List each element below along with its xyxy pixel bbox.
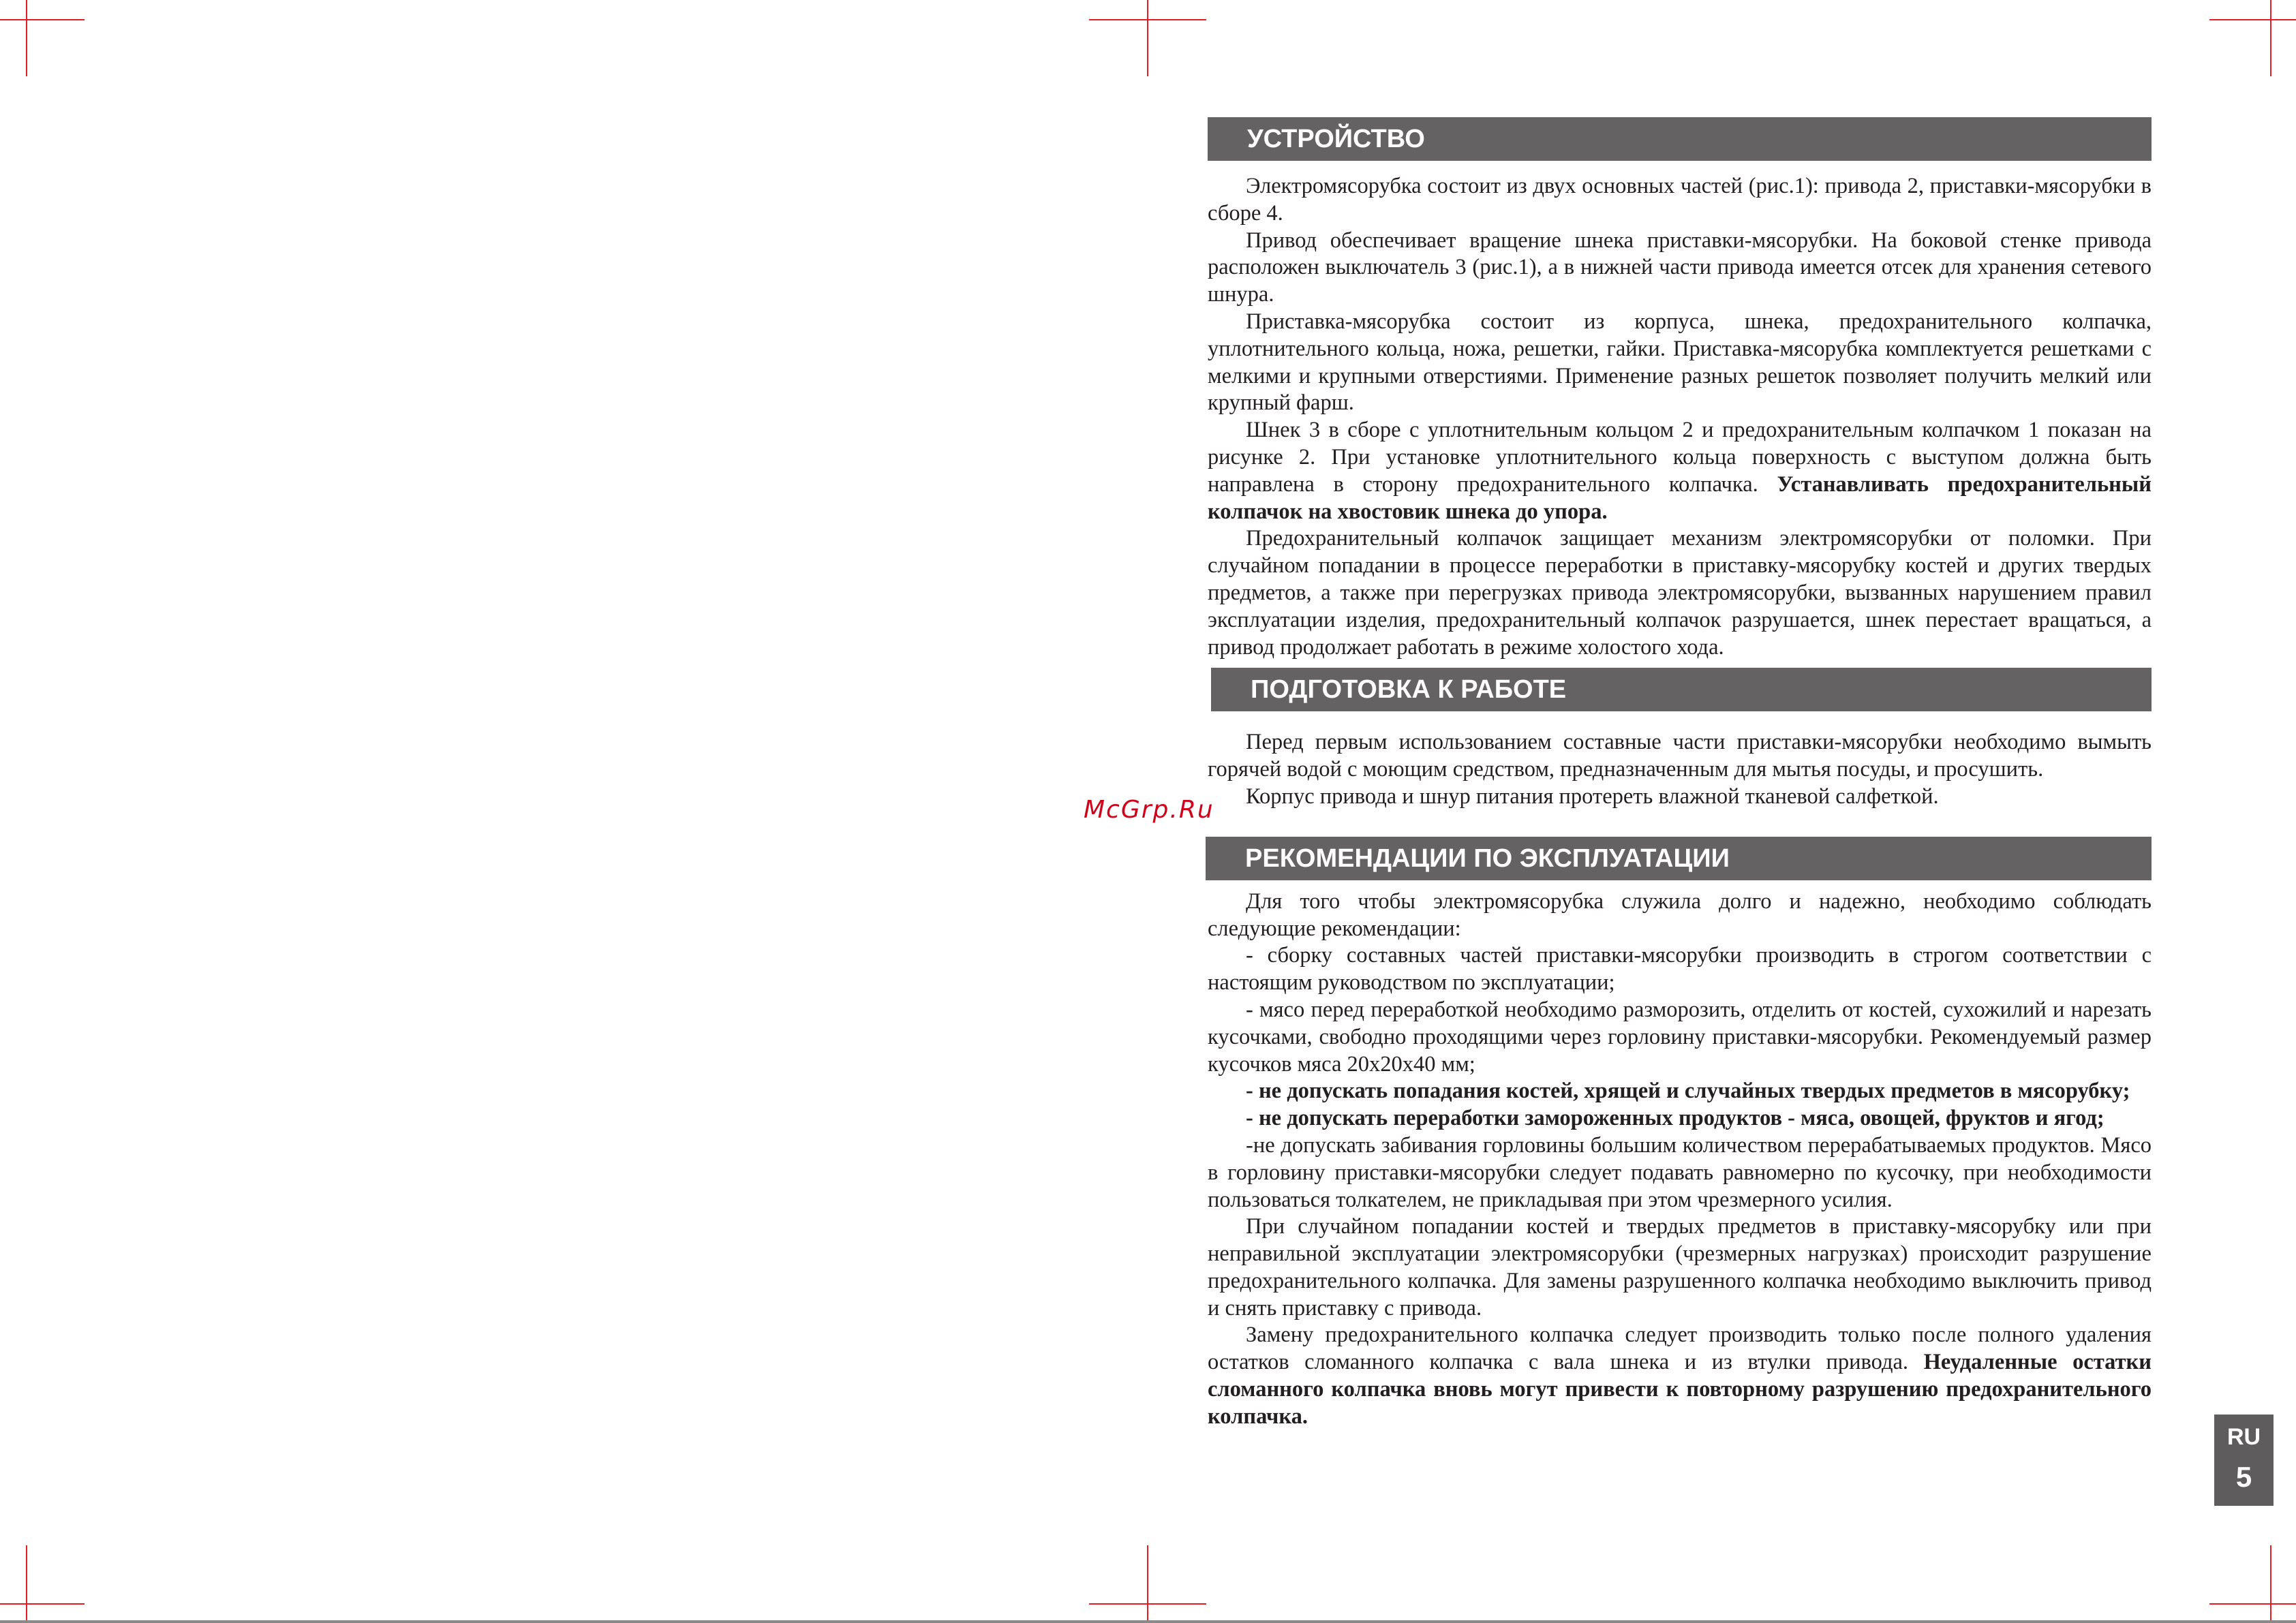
page-number: 5 — [2235, 1461, 2252, 1493]
watermark: McGrp.Ru — [1084, 796, 1214, 824]
paragraph-bold: - не допускать переработки замороженных продуктов - мяса, овощей, фруктов и ягод; — [1246, 1106, 2104, 1131]
paragraph: Приставка-мясорубка состоит из корпуса, шнека, предохранительного колпачка, уплотнительного кольца, ножа, решетки, гайки. Приставка-мясорубка комплектуется решетками с мелкими и крупными отверстиями. Применение разных решеток позволяет получить мелкий или крупный фарш. — [1208, 309, 2152, 416]
paragraph-bold-text: Устанавливать предохранительный колпачок на хвостовик шнека до упора. — [1208, 472, 2152, 524]
section-header-recommendations: РЕКОМЕНДАЦИИ ПО ЭКСПЛУАТАЦИИ — [1206, 837, 2152, 880]
manual-page-content — [1208, 117, 2152, 1431]
crop-mark-top-right-v — [2270, 0, 2271, 76]
paragraph: Корпус привода и шнур питания протереть влажной тканевой салфеткой. — [1246, 784, 1939, 809]
paragraph: Перед первым использованием составные части приставки-мясорубки необходимо вымыть горячей водой с моющим средством, предназначенным для мытья посуды, и просушить. — [1208, 730, 2152, 782]
paragraph-text: Замену предохранительного колпачка следует производить только после полного удаления остатков сломанного колпачка с вала шнека и из втулки привода. — [1208, 1323, 2152, 1375]
crop-mark-bottom-center-v — [1147, 1545, 1148, 1623]
section-header-device: УСТРОЙСТВО — [1208, 117, 2152, 161]
paragraph: При случайном попадании костей и твердых предметов в приставку-мясорубку или при неправильной эксплуатации электромясорубки (чрезмерных нагрузках) происходит разрушение предохранительного колпачка. Для замены разрушенного колпачка необходимо выключить привод и снять приставку с привода. — [1208, 1214, 2152, 1320]
paragraph: Предохранительный колпачок защищает механизм электромясорубки от поломки. При случайном попадании в процессе переработки в приставку-мясорубку костей и других твердых предметов, а также при перегрузках привода электромясорубки, вызванных нарушением правил эксплуатации изделия, предохранительный колпачок разрушается, шнек перестает вращаться, а привод продолжает работать в режиме холостого хода. — [1208, 526, 2152, 660]
paragraph-bold: - не допускать попадания костей, хрящей и случайных твердых предметов в мясорубку; — [1246, 1079, 2130, 1104]
crop-mark-top-left-h — [0, 19, 85, 20]
paragraph: Электромясорубка состоит из двух основных частей (рис.1): привода 2, приставки-мясорубки в сборе 4. — [1208, 174, 2152, 226]
paragraph: Привод обеспечивает вращение шнека приставки-мясорубки. На боковой стенке привода расположен выключатель 3 (рис.1), а в нижней части привода имеется отсек для хранения сетевого шнура. — [1208, 228, 2152, 307]
paragraph: -не допускать забивания горловины большим количеством перерабатываемых продуктов. Мясо в горловину приставки-мясорубки следует подавать равномерно по кусочку, при необходимости пользоваться толкателем, не прикладывая при этом чрезмерного усилия. — [1208, 1132, 2152, 1212]
crop-mark-top-right-h — [2209, 19, 2296, 20]
page-bottom-edge — [0, 1620, 2296, 1623]
paragraph-bold-text: Неудаленные остатки сломанного колпачка вновь могут привести к повторному разрушению предохранительного колпачка. — [1208, 1350, 2152, 1429]
crop-mark-bottom-left-v — [26, 1545, 27, 1623]
crop-mark-top-center-v — [1147, 0, 1148, 76]
paragraph: Для того чтобы электромясорубка служила долго и надежно, необходимо соблюдать следующие рекомендации: — [1208, 888, 2152, 941]
language-page-tab — [2214, 1415, 2274, 1506]
paragraph: - сборку составных частей приставки-мясорубки производить в строгом соответствии с настоящим руководством по эксплуатации; — [1208, 943, 2152, 995]
section-body-preparation — [1208, 729, 2152, 810]
section-body-device — [1208, 173, 2152, 661]
section-body-recommendations — [1208, 888, 2152, 1431]
crop-mark-bottom-right-v — [2270, 1545, 2271, 1623]
paragraph — [1208, 1322, 2152, 1430]
language-code: RU — [2226, 1424, 2261, 1450]
paragraph-text: Шнек 3 в сборе с уплотнительным кольцом 2 и предохранительным колпачком 1 показан на рисунке 2. При установке уплотнительного кольца поверхность с выступом должна быть направлена в сторону предохранительного колпачка. — [1208, 418, 2152, 497]
crop-mark-bottom-right-h — [2209, 1603, 2296, 1605]
paragraph — [1208, 417, 2152, 525]
section-header-preparation: ПОДГОТОВКА К РАБОТЕ — [1211, 668, 2152, 711]
paragraph: - мясо перед переработкой необходимо разморозить, отделить от костей, сухожилий и нарезать кусочками, свободно проходящими через горловину приставки-мясорубки. Рекомендуемый размер кусочков мяса 20х20х40 мм; — [1208, 997, 2152, 1077]
crop-mark-bottom-left-h — [0, 1603, 85, 1605]
crop-mark-top-left-v — [26, 0, 27, 76]
